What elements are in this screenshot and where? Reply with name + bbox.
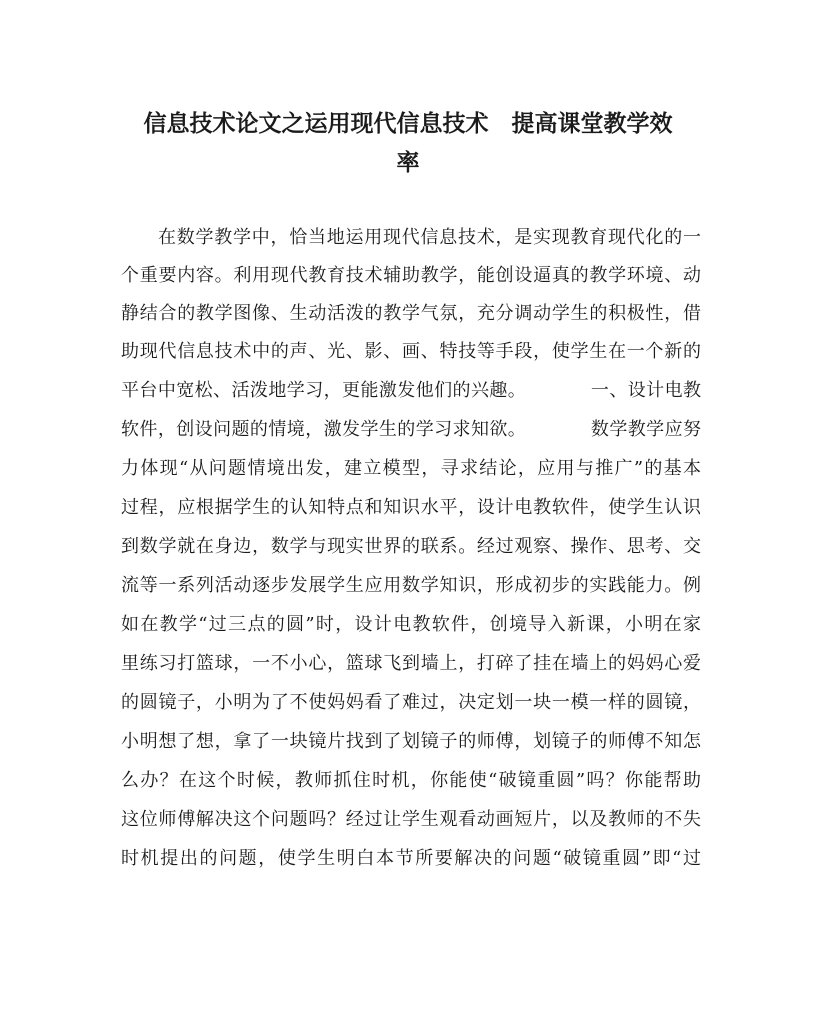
body-line: 静结合的教学图像、生动活泼的教学气氛，充分调动学生的积极性，借 (121, 303, 701, 324)
document-title-line-2: 率 (396, 149, 420, 176)
body-line: 过程，应根据学生的认知特点和知识水平，设计电教软件，使学生认识 (121, 497, 701, 518)
document-title-line-1: 信息技术论文之运用现代信息技术 提高课堂教学效 (143, 110, 673, 137)
body-line: 么办？在这个时候，教师抓住时机，你能使“破镜重圆”吗？你能帮助 (121, 770, 701, 791)
body-line: 到数学就在身边，数学与现实世界的联系。经过观察、操作、思考、交 (121, 536, 701, 557)
body-line: 助现代信息技术中的声、光、影、画、特技等手段，使学生在一个新的 (121, 341, 701, 362)
body-line: 这位师傅解决这个问题吗？经过让学生观看动画短片，以及教师的不失 (121, 809, 701, 830)
body-line: 里练习打篮球，一不小心，篮球飞到墙上，打碎了挂在墙上的妈妈心爱 (121, 653, 701, 674)
body-line: 个重要内容。利用现代教育技术辅助教学，能创设逼真的教学环境、动 (121, 265, 701, 286)
body-line: 小明想了想，拿了一块镜片找到了划镜子的师傅，划镜子的师傅不知怎 (121, 731, 701, 752)
body-line: 软件，创设问题的情境，激发学生的学习求知欲。 数学教学应努 (121, 419, 701, 440)
body-line: 时机提出的问题，使学生明白本节所要解决的问题“破镜重圆”即“过 (121, 848, 701, 869)
body-line: 流等一系列活动逐步发展学生应用数学知识，形成初步的实践能力。例 (121, 575, 701, 596)
body-line: 平台中宽松、活泼地学习，更能激发他们的兴趣。 一、设计电教 (121, 380, 701, 401)
body-line: 的圆镜子，小明为了不使妈妈看了难过，决定划一块一模一样的圆镜， (121, 692, 701, 713)
body-line: 力体现“从问题情境出发，建立模型，寻求结论，应用与推广”的基本 (121, 458, 701, 479)
body-line: 如在教学“过三点的圆”时，设计电教软件，创境导入新课，小明在家 (121, 614, 701, 635)
body-line: 在数学教学中，恰当地运用现代信息技术，是实现教育现代化的一 (158, 227, 701, 248)
